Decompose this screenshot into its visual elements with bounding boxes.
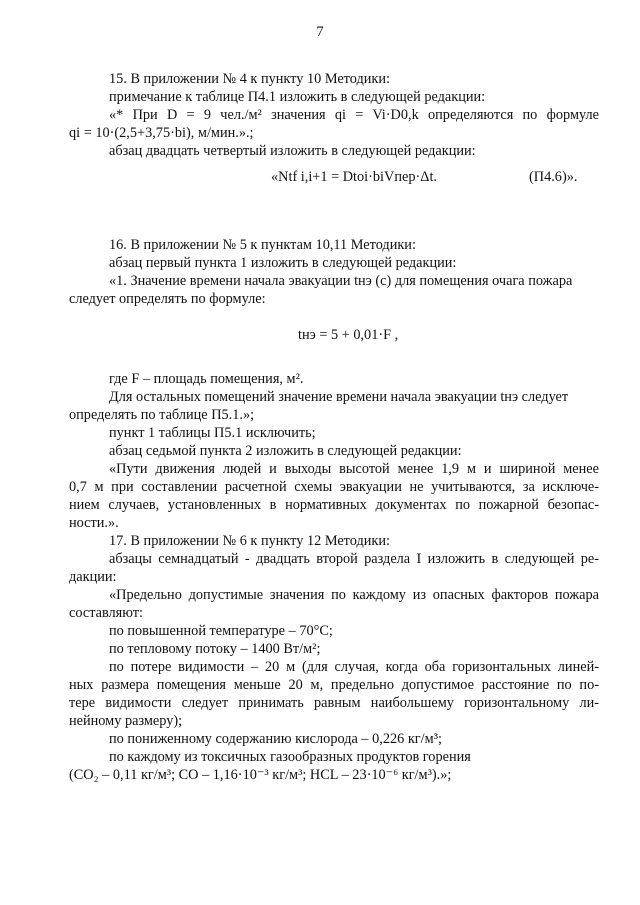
section-16-paths-line4: ности.». <box>69 515 119 531</box>
limit-visibility-line4: нейному размеру); <box>69 713 183 729</box>
section-16-paths-line1: «Пути движения людей и выходы высотой менее 1,9 м и шириной менее <box>109 461 599 477</box>
section-17-heading: 17. В приложении № 6 к пункту 12 Методики: <box>109 533 390 549</box>
section-16-paths-line3: нием случаев, установленных в нормативных документах по пожарной безопас- <box>69 497 599 513</box>
limit-visibility-line3: тере видимости следует принимать равным наибольшему горизонтальному ли- <box>69 695 599 711</box>
limit-visibility-line1: по потере видимости – 20 м (для случая, когда оба горизонтальных линей- <box>109 659 599 675</box>
limit-visibility-line2: ных размера помещения меньше 20 м, предельно допустимое расстояние по по- <box>69 677 599 693</box>
section-16-paths-line2: 0,7 м при составлении расчетной схемы эвакуации не учитываются, за исключе- <box>69 479 599 495</box>
limit-toxic-line2: (СО₂ – 0,11 кг/м³; СО – 1,16·10⁻³ кг/м³; HCL – 23·10⁻⁶ кг/м³).»; <box>69 767 452 783</box>
formula-p4-6: «Ntf i,i+1 = Dtoi·biVпер·Δt. <box>271 169 437 185</box>
section-15-heading: 15. В приложении № 4 к пункту 10 Методики: <box>109 71 390 87</box>
section-16-where: где F – площадь помещения, м². <box>109 371 304 387</box>
section-16-other-line2: определять по таблице П5.1.»; <box>69 407 255 423</box>
section-17-abs-line1: абзацы семнадцатый - двадцать второй раздела I изложить в следующей ре- <box>109 551 599 567</box>
section-15-abs24: абзац двадцать четвертый изложить в следующей редакции: <box>109 143 476 159</box>
limit-heat-flux: по тепловому потоку – 1400 Вт/м²; <box>109 641 321 657</box>
limit-temperature: по повышенной температуре – 70°С; <box>109 623 333 639</box>
page-number: 7 <box>316 24 324 40</box>
formula-tne: tнэ = 5 + 0,01·F , <box>298 327 399 343</box>
section-16-exclude: пункт 1 таблицы П5.1 исключить; <box>109 425 316 441</box>
section-16-p1-intro: абзац первый пункта 1 изложить в следующей редакции: <box>109 255 457 271</box>
limit-toxic-line1: по каждому из токсичных газообразных продуктов горения <box>109 749 471 765</box>
section-16-other-line1: Для остальных помещений значение времени начала эвакуации tнэ следует <box>109 389 569 405</box>
section-17-abs-line2: дакции: <box>69 569 117 585</box>
section-17-limit-line1: «Предельно допустимые значения по каждому из опасных факторов пожара <box>109 587 599 603</box>
section-16-p1-line2: следует определять по формуле: <box>69 291 266 307</box>
formula-p4-6-number: (П4.6)». <box>529 169 578 185</box>
section-16-heading: 16. В приложении № 5 к пунктам 10,11 Методики: <box>109 237 416 253</box>
section-15-note-line1: «* При D = 9 чел./м² значения qi = Vi·D0,k определяются по формуле <box>109 107 599 123</box>
limit-oxygen: по пониженному содержанию кислорода – 0,226 кг/м³; <box>109 731 442 747</box>
section-15-note-intro: примечание к таблице П4.1 изложить в следующей редакции: <box>109 89 486 105</box>
section-15-note-line2: qi = 10·(2,5+3,75·bi), м/мин.».; <box>69 125 254 141</box>
section-16-abs7: абзац седьмой пункта 2 изложить в следующей редакции: <box>109 443 462 459</box>
section-17-limit-line2: составляют: <box>69 605 143 621</box>
section-16-p1-line1: «1. Значение времени начала эвакуации tнэ (с) для помещения очага пожара <box>109 273 573 289</box>
